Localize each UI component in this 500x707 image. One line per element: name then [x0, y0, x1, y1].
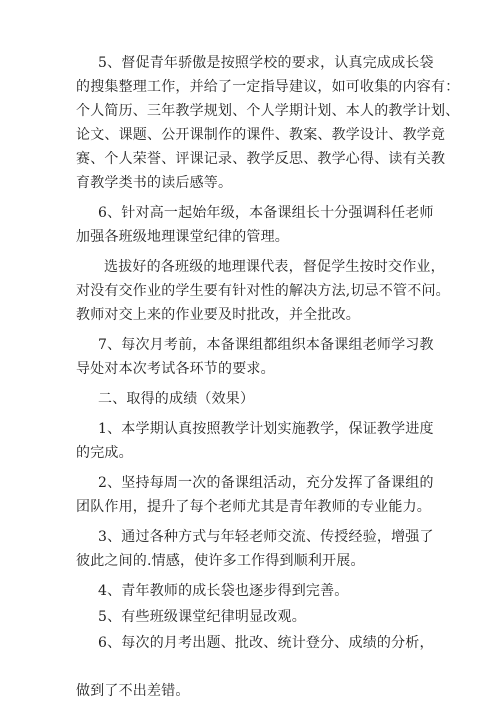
paragraph-line: 6、每次的月考出题、批改、统计登分、成绩的分析，	[98, 635, 434, 651]
paragraph-line: 4、青年教师的成长袋也逐步得到完善。	[98, 583, 349, 599]
paragraph-line: 教师对交上来的作业要及时批改，并全批改。	[76, 307, 360, 323]
paragraph-line: 2、坚持每周一次的备课组活动，充分发挥了备课组的	[98, 475, 434, 491]
paragraph-line: 5、有些班级课堂纪律明显改观。	[98, 609, 306, 625]
paragraph-line: 7、每次月考前，本备课组都组织本备课组老师学习教	[98, 337, 434, 353]
paragraph-line: 做到了不出差错。	[76, 683, 190, 699]
paragraph-line: 1、本学期认真按照教学计划实施教学，保证教学进度	[98, 421, 434, 437]
paragraph-line: 对没有交作业的学生要有针对性的解决方法,切忌不管不问。	[76, 283, 450, 299]
paragraph-line: 的搜集整理工作，并给了一定指导建议，如可收集的内容有：	[76, 79, 460, 95]
paragraph-line: 彼此之间的.情感，使许多工作得到顺利开展。	[76, 553, 365, 569]
paragraph-line: 3、通过各种方式与年轻老师交流、传授经验，增强了	[98, 529, 434, 545]
paragraph-line: 团队作用，提升了每个老师尤其是青年教师的专业能力。	[76, 499, 431, 515]
paragraph-line: 的完成。	[76, 445, 133, 461]
paragraph-line: 个人简历、三年教学规划、个人学期计划、本人的教学计划、	[76, 103, 460, 119]
paragraph-line: 5、督促青年骄傲是按照学校的要求，认真完成成长袋	[98, 55, 434, 71]
section-heading: 二、取得的成绩（效果）	[98, 391, 255, 407]
paragraph-line: 导处对本次考试各环节的要求。	[76, 361, 275, 377]
paragraph-line: 育教学类书的读后感等。	[76, 175, 233, 191]
paragraph-line: 赛、个人荣誉、评课记录、教学反思、教学心得、读有关教	[76, 151, 446, 167]
paragraph-line: 加强各班级地理课堂纪律的管理。	[76, 229, 289, 245]
paragraph-line: 选拔好的各班级的地理课代表，督促学生按时交作业，	[104, 259, 445, 275]
paragraph-line: 6、针对高一起始年级，本备课组长十分强调科任老师	[98, 205, 434, 221]
paragraph-line: 论文、课题、公开课制作的课件、教案、教学设计、教学竟	[76, 127, 446, 143]
